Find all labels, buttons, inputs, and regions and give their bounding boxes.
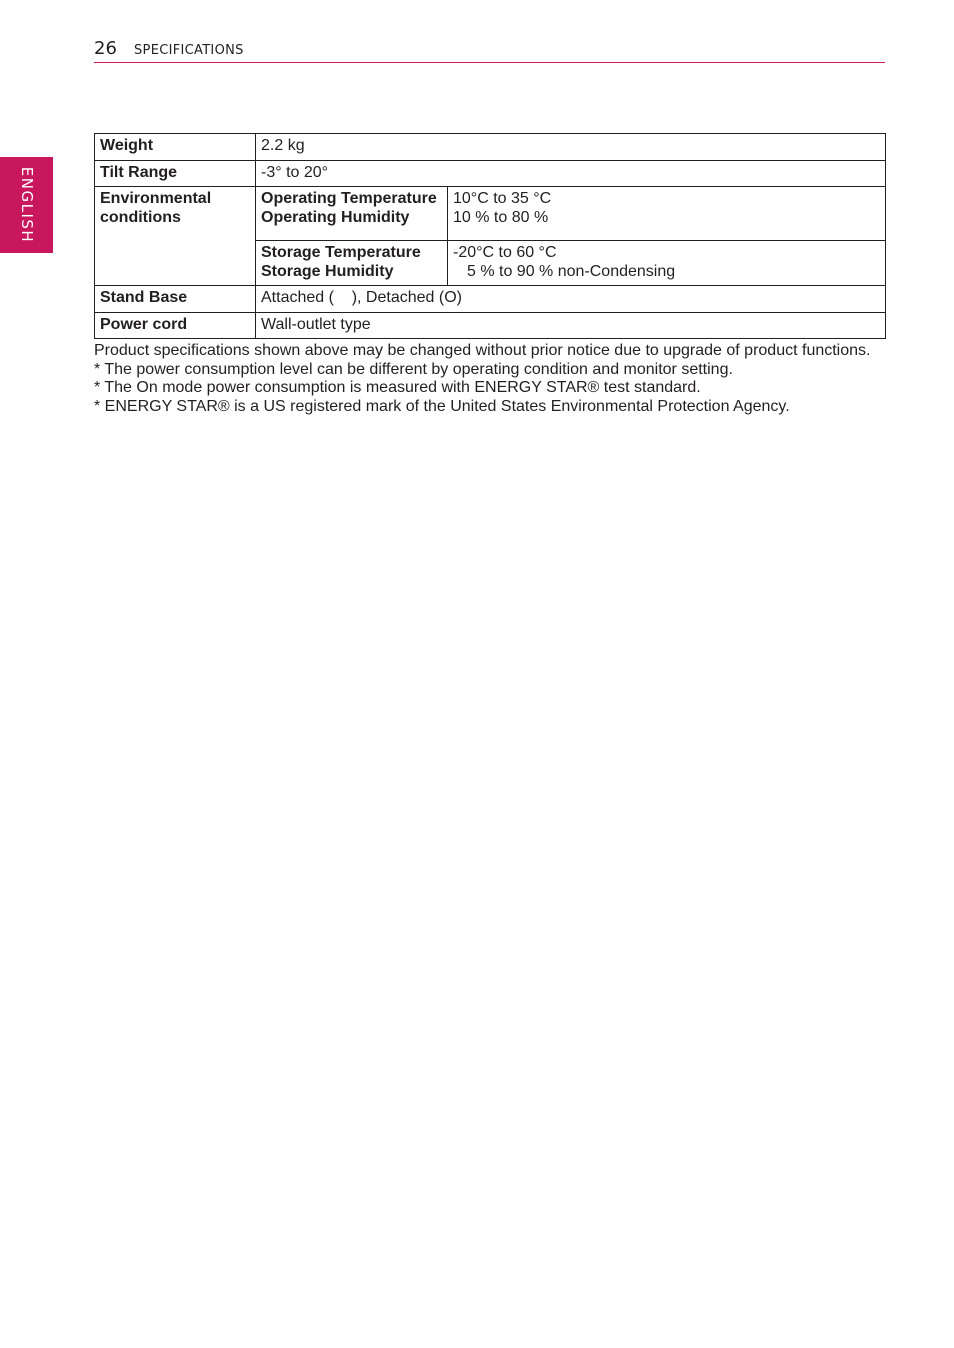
weight-value: 2.2 kg xyxy=(256,134,886,161)
table-row xyxy=(95,134,886,161)
operating-labels xyxy=(256,187,448,241)
operating-values xyxy=(448,187,886,241)
storage-temperature-label: Storage Temperature xyxy=(261,244,421,261)
operating-humidity-value: 10 % to 80 % xyxy=(453,208,549,226)
storage-humidity-value: 5 % to 90 % non-Condensing xyxy=(467,262,676,280)
operating-temperature-label: Operating Temperature xyxy=(261,190,437,207)
note-paragraph: * ENERGY STAR® is a US registered mark of the United States Environmental Protection Agency. xyxy=(94,397,790,415)
storage-humidity-label: Storage Humidity xyxy=(261,262,394,280)
page-header xyxy=(94,36,885,63)
table-row xyxy=(95,286,886,313)
storage-values xyxy=(448,241,886,286)
section-title: SPECIFICATIONS xyxy=(134,43,244,58)
specification-notes xyxy=(94,342,886,416)
power-cord-label: Power cord xyxy=(95,312,256,339)
stand-base-label: Stand Base xyxy=(95,286,256,313)
operating-temperature-value: 10°C to 35 °C xyxy=(453,190,552,207)
storage-temperature-value: -20°C to 60 °C xyxy=(453,244,557,261)
environmental-label-line: conditions xyxy=(100,208,181,226)
table-row xyxy=(95,160,886,187)
weight-label: Weight xyxy=(95,134,256,161)
specifications-table xyxy=(94,133,886,339)
table-row xyxy=(95,312,886,339)
power-cord-value: Wall-outlet type xyxy=(256,312,886,339)
storage-labels xyxy=(256,241,448,286)
table-row xyxy=(95,187,886,241)
language-tab-label: ENGLISH xyxy=(17,166,36,244)
tilt-range-label: Tilt Range xyxy=(95,160,256,187)
environmental-label-line: Environmental xyxy=(100,190,212,207)
operating-humidity-label: Operating Humidity xyxy=(261,208,410,226)
language-tab xyxy=(0,157,53,253)
environmental-conditions-label xyxy=(95,187,256,286)
note-paragraph: Product specifications shown above may be changed without prior notice due to upgrade of product functions. xyxy=(94,342,871,359)
note-paragraph: * The power consumption level can be different by operating condition and monitor setting. xyxy=(94,360,733,378)
tilt-range-value: -3° to 20° xyxy=(256,160,886,187)
note-paragraph: * The On mode power consumption is measured with ENERGY STAR® test standard. xyxy=(94,379,701,396)
page-number: 26 xyxy=(94,38,117,59)
stand-base-value: Attached ( ), Detached (O) xyxy=(256,286,886,313)
